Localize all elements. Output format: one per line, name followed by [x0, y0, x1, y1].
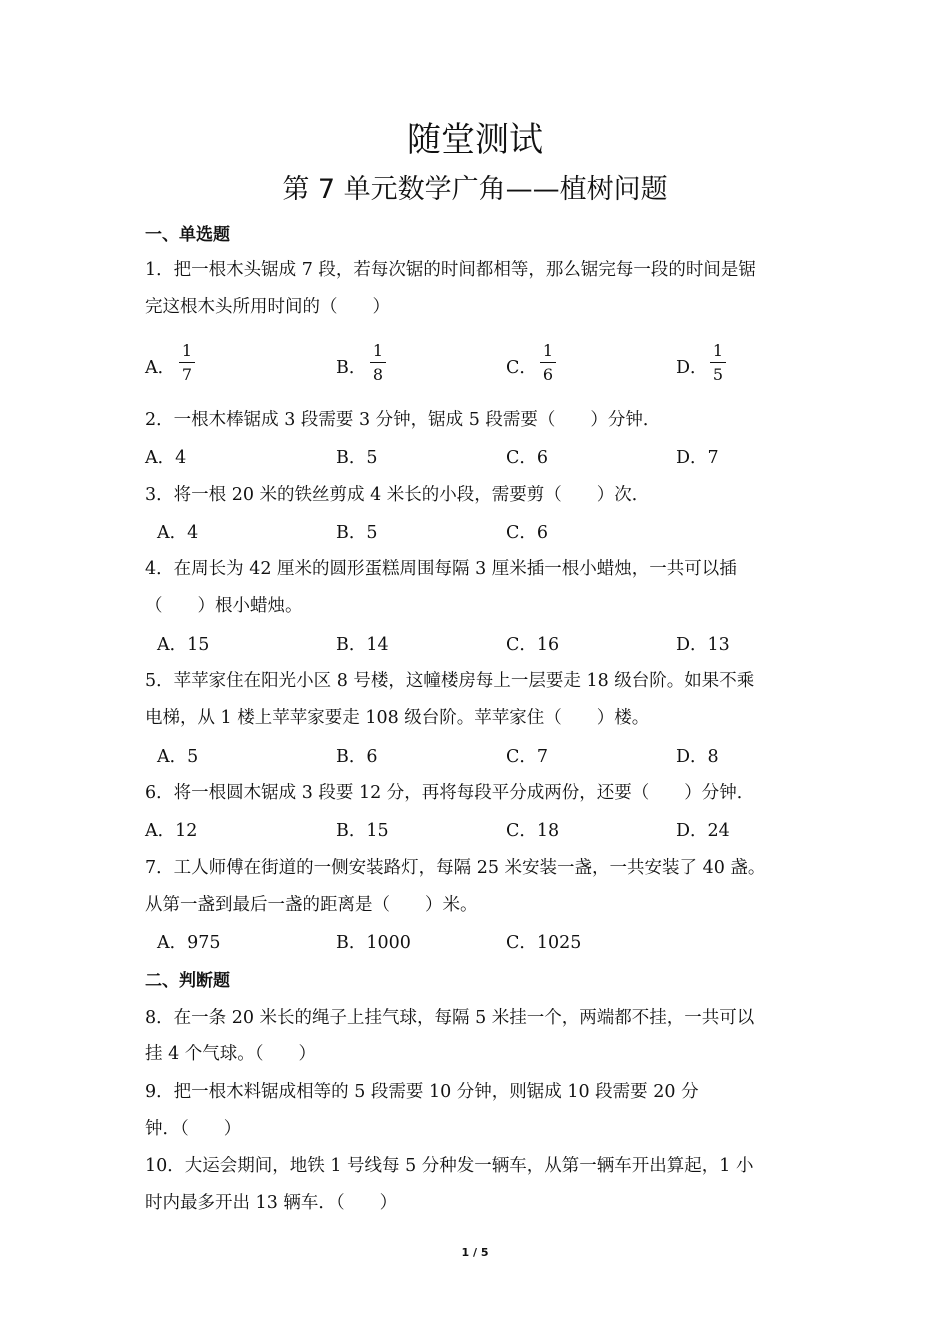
option-label: D．: [676, 358, 708, 378]
q5-option-b: B．6: [336, 747, 378, 767]
q3-option-a: A．4: [157, 523, 199, 543]
fraction: [179, 341, 195, 385]
section-heading-single-choice: 一、单选题: [145, 225, 230, 245]
fraction-numerator: 1: [712, 341, 724, 360]
page-number: 1 / 5: [461, 1246, 489, 1259]
q7-option-c: C．1025: [506, 933, 582, 953]
q5-option-d: D．8: [676, 747, 719, 767]
question-2-line-1: 2．一根木棒锯成 3 段需要 3 分钟，锯成 5 段需要（ ）分钟．: [145, 410, 661, 430]
q2-option-b: B．5: [336, 448, 378, 468]
q3-option-c: C．6: [506, 523, 549, 543]
section-heading-true-false: 二、判断题: [145, 971, 230, 991]
option-label: C．: [506, 358, 537, 378]
fraction-numerator: 1: [542, 341, 554, 360]
question-5-line-2: 电梯，从 1 楼上苹苹家要走 108 级台阶。苹苹家住（ ）楼。: [145, 708, 650, 728]
q2-option-a: A．4: [145, 448, 187, 468]
option-label: B．: [336, 358, 367, 378]
question-7-line-2: 从第一盏到最后一盏的距离是（ ）米。: [145, 895, 478, 915]
question-4-line-1: 4．在周长为 42 厘米的圆形蛋糕周围每隔 3 厘米插一根小蜡烛，一共可以插: [145, 559, 737, 579]
fraction-denominator: 8: [372, 365, 384, 384]
fraction-denominator: 5: [712, 365, 724, 384]
question-6-line-1: 6．将一根圆木锯成 3 段要 12 分，再将每段平分成两份，还要（ ）分钟．: [145, 783, 755, 803]
fraction-bar: [370, 362, 386, 363]
question-10-line-2: 时内最多开出 13 辆车．（ ）: [145, 1193, 398, 1213]
option-label: A．: [145, 358, 176, 378]
fraction-bar: [179, 362, 195, 363]
question-9-line-1: 9．把一根木料锯成相等的 5 段需要 10 分钟，则锯成 10 段需要 20 分: [145, 1082, 699, 1102]
q5-option-c: C．7: [506, 747, 549, 767]
fraction-bar: [540, 362, 556, 363]
fraction: [710, 341, 726, 385]
fraction: [370, 341, 386, 385]
question-5-line-1: 5．苹苹家住在阳光小区 8 号楼，这幢楼房每上一层要走 18 级台阶。如果不乘: [145, 671, 755, 691]
q5-option-a: A．5: [157, 747, 199, 767]
fraction-denominator: 7: [181, 365, 193, 384]
q2-option-c: C．6: [506, 448, 549, 468]
q4-option-a: A．15: [157, 635, 210, 655]
question-10-line-1: 10．大运会期间，地铁 1 号线每 5 分种发一辆车，从第一辆车开出算起，1 小: [145, 1156, 754, 1176]
q6-option-a: A．12: [145, 821, 198, 841]
question-3-line-1: 3．将一根 20 米的铁丝剪成 4 米长的小段，需要剪（ ）次．: [145, 485, 650, 505]
fraction-numerator: 1: [372, 341, 384, 360]
q7-option-b: B．1000: [336, 933, 411, 953]
q2-option-d: D．7: [676, 448, 719, 468]
fraction-numerator: 1: [181, 341, 193, 360]
question-8-line-2: 挂 4 个气球。（ ）: [145, 1044, 317, 1064]
question-4-line-2: （ ）根小蜡烛。: [145, 596, 303, 616]
q6-option-b: B．15: [336, 821, 389, 841]
question-8-line-1: 8．在一条 20 米长的绳子上挂气球，每隔 5 米挂一个，两端都不挂，一共可以: [145, 1008, 755, 1028]
question-9-line-2: 钟．（ ）: [145, 1119, 242, 1139]
fraction: [540, 341, 556, 385]
fraction-bar: [710, 362, 726, 363]
q4-option-b: B．14: [336, 635, 389, 655]
question-7-line-1: 7．工人师傅在街道的一侧安装路灯，每隔 25 米安装一盏，一共安装了 40 盏。: [145, 858, 766, 878]
q4-option-d: D．13: [676, 635, 730, 655]
question-1-line-1: 1．把一根木头锯成 7 段，若每次锯的时间都相等，那么锯完每一段的时间是锯: [145, 260, 756, 280]
q4-option-c: C．16: [506, 635, 560, 655]
page-title: 随堂测试: [407, 120, 543, 160]
fraction-denominator: 6: [542, 365, 554, 384]
question-1-line-2: 完这根木头所用时间的（ ）: [145, 297, 390, 317]
q6-option-c: C．18: [506, 821, 560, 841]
q7-option-a: A．975: [157, 933, 221, 953]
q3-option-b: B．5: [336, 523, 378, 543]
page-subtitle: 第 7 单元数学广角——植树问题: [282, 174, 668, 205]
q6-option-d: D．24: [676, 821, 730, 841]
